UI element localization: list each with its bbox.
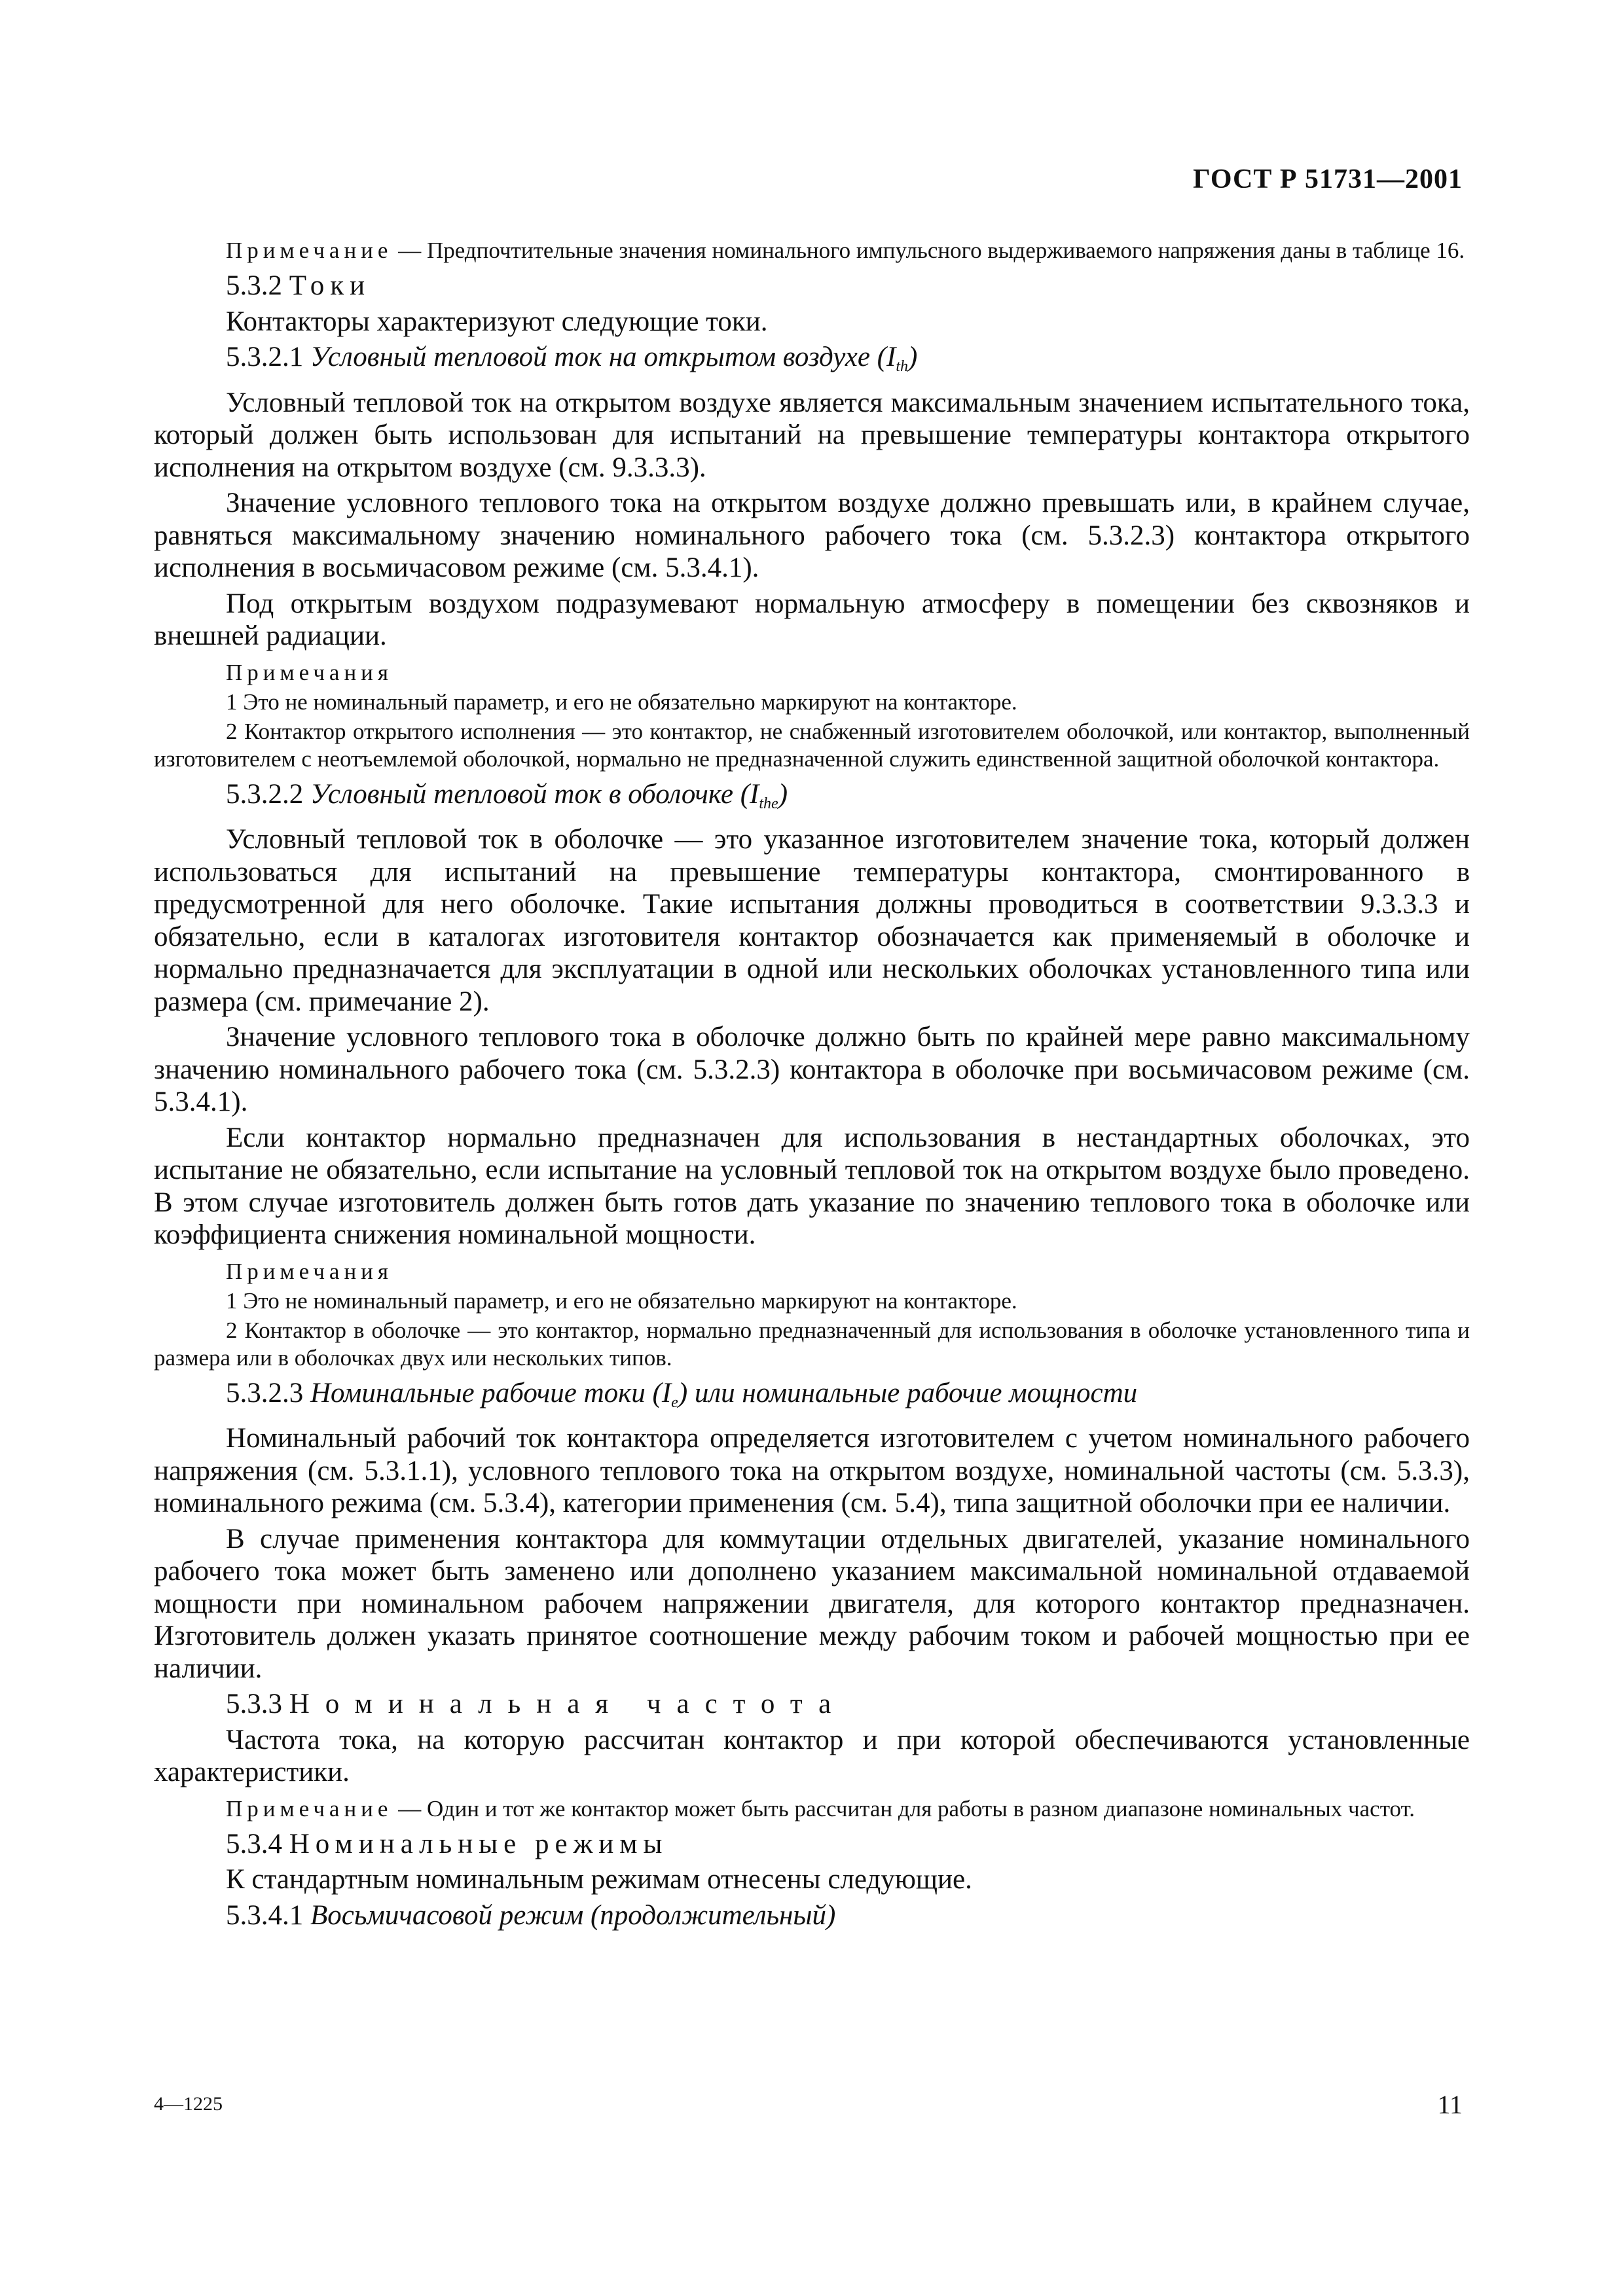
section-title: Токи: [289, 270, 371, 301]
section-number: 5.3.2.2: [226, 778, 310, 810]
section-heading-5-3-2-3: [154, 1377, 1470, 1420]
body-paragraph: Если контактор нормально предназначен для использования в нестандартных оболочках, это испытание не обязательно, если испытание на условный тепловой ток на открытом воздухе было проведено. В этом случае изготовитель должен быть готов дать указание по значению теплового тока в оболочке или коэффициента снижения номинальной мощности.: [154, 1122, 1470, 1250]
body-paragraph: Значение условного теплового тока на открытом воздухе должно превышать или, в крайнем случае, равняться максимальному значению номинального рабочего тока (см. 5.3.2.3) контактора открытого исполнения в восьмичасовом режиме (см. 5.3.4.1).: [154, 488, 1470, 583]
section-heading-5-3-3: [154, 1688, 1470, 1721]
section-heading-5-3-4-1: [154, 1899, 1470, 1932]
symbol-subscript: th: [896, 358, 908, 375]
note-paragraph: [154, 237, 1470, 264]
body-paragraph: Условный тепловой ток на открытом воздухе является максимальным значением испытательного тока, который должен быть использован для испытаний на превышение температуры контактора открытого исполнения на открытом воздухе (см. 9.3.3.3).: [154, 387, 1470, 483]
section-title: Номинальная частота: [289, 1689, 847, 1719]
note-item: 2 Контактор в оболочке — это контактор, нормально предназначенный для использования в оболочке установленного типа и размера или в оболочках двух или нескольких типов.: [154, 1317, 1470, 1371]
body-paragraph: Под открытым воздухом подразумевают нормальную атмосферу в помещении без сквозняков и внешней радиации.: [154, 588, 1470, 651]
note-item: 1 Это не номинальный параметр, и его не обязательно маркируют на контакторе.: [226, 1287, 1017, 1314]
section-number: 5.3.4: [226, 1828, 289, 1859]
section-title: Номинальные рабочие токи (I: [310, 1377, 672, 1408]
section-title-close: ) или номинальные рабочие мощности: [678, 1377, 1138, 1408]
section-title: Условный тепловой ток в оболочке (I: [310, 778, 759, 810]
notes-label: Примечания: [226, 659, 393, 685]
note-lead: Примечание: [226, 1795, 393, 1821]
note-item: 2 Контактор открытого исполнения — это контактор, не снабженный изготовителем оболочкой, или контактор, выполненный изготовителем с неотъемлемой оболочкой, нормально не предназначенной служить единственной защитной оболочкой контактора.: [154, 718, 1470, 772]
section-title: Условный тепловой ток на открытом воздухе (I: [310, 342, 896, 372]
notes-heading: [154, 659, 1470, 687]
note-text: — Один и тот же контактор может быть рассчитан для работы в разном диапазоне номинальных частот.: [392, 1795, 1415, 1821]
note-lead: Примечание: [226, 238, 393, 263]
section-heading-5-3-2-2: [154, 778, 1470, 821]
section-title: Номинальные режимы: [289, 1828, 668, 1859]
document-header: ГОСТ Р 51731—2001: [1193, 164, 1463, 194]
note-paragraph: [154, 1795, 1470, 1823]
body-paragraph: В случае применения контактора для коммутации отдельных двигателей, указание номинального рабочего тока может быть заменено или дополнено указанием максимальной номинальной отдаваемой мощности при номинальном рабочем напряжении двигателя, для которого контактор предназначен. Изготовитель должен указать принятое соотношение между рабочим током и рабочей мощностью при ее наличии.: [154, 1523, 1470, 1684]
symbol-subscript: e: [671, 1393, 678, 1411]
notes-heading: [154, 1258, 1470, 1285]
notes-label: Примечания: [226, 1258, 393, 1284]
page-number: 11: [1437, 2090, 1463, 2119]
section-number: 5.3.2.3: [226, 1377, 310, 1408]
footer-print-code: 4—1225: [154, 2093, 223, 2115]
section-heading-5-3-2-1: [154, 341, 1470, 384]
section-number: 5.3.2.1: [226, 342, 310, 372]
body-paragraph: К стандартным номинальным режимам отнесены следующие.: [226, 1864, 972, 1895]
note-text: — Предпочтительные значения номинального импульсного выдерживаемого напряжения даны в таблице 16.: [392, 238, 1465, 263]
symbol-subscript: the: [759, 795, 778, 812]
section-heading-5-3-4: [154, 1828, 1470, 1861]
section-number: 5.3.3: [226, 1689, 289, 1719]
body-paragraph: Условный тепловой ток в оболочке — это указанное изготовителем значение тока, который должен использоваться для испытаний на превышение температуры контактора, смонтированного в предусмотренной для него оболочке. Такие испытания должны проводиться в соответствии 9.3.3.3 и обязательно, если в каталогах изготовителя контактор обозначается как применяемый в оболочке и нормально предназначается для эксплуатации в одной или нескольких оболочках установленного типа или размера (см. примечание 2).: [154, 824, 1470, 1017]
section-number: 5.3.2: [226, 270, 289, 301]
body-paragraph: Частота тока, на которую рассчитан контактор и при которой обеспечиваются установленные характеристики.: [154, 1724, 1470, 1787]
note-item: 1 Это не номинальный параметр, и его не обязательно маркируют на контакторе.: [226, 689, 1017, 715]
body-paragraph: Номинальный рабочий ток контактора определяется изготовителем с учетом номинального рабочего напряжения (см. 5.3.1.1), условного теплового тока на открытом воздухе, номинальной частоты (см. 5.3.3), номинального режима (см. 5.3.4), категории применения (см. 5.4), типа защитной оболочки при ее наличии.: [154, 1423, 1470, 1518]
section-heading-5-3-2: [154, 270, 1470, 302]
document-body: [154, 237, 1470, 1935]
section-title: Восьмичасовой режим (продолжительный): [310, 1899, 836, 1931]
body-paragraph: Контакторы характеризуют следующие токи.: [226, 306, 768, 337]
section-title-close: ): [778, 778, 788, 810]
section-number: 5.3.4.1: [226, 1899, 310, 1931]
section-title-close: ): [907, 342, 918, 372]
body-paragraph: Значение условного теплового тока в оболочке должно быть по крайней мере равно максимальному значению номинального рабочего тока (см. 5.3.2.3) контактора в оболочке при восьмичасовом режиме (см. 5.3.4.1).: [154, 1022, 1470, 1117]
